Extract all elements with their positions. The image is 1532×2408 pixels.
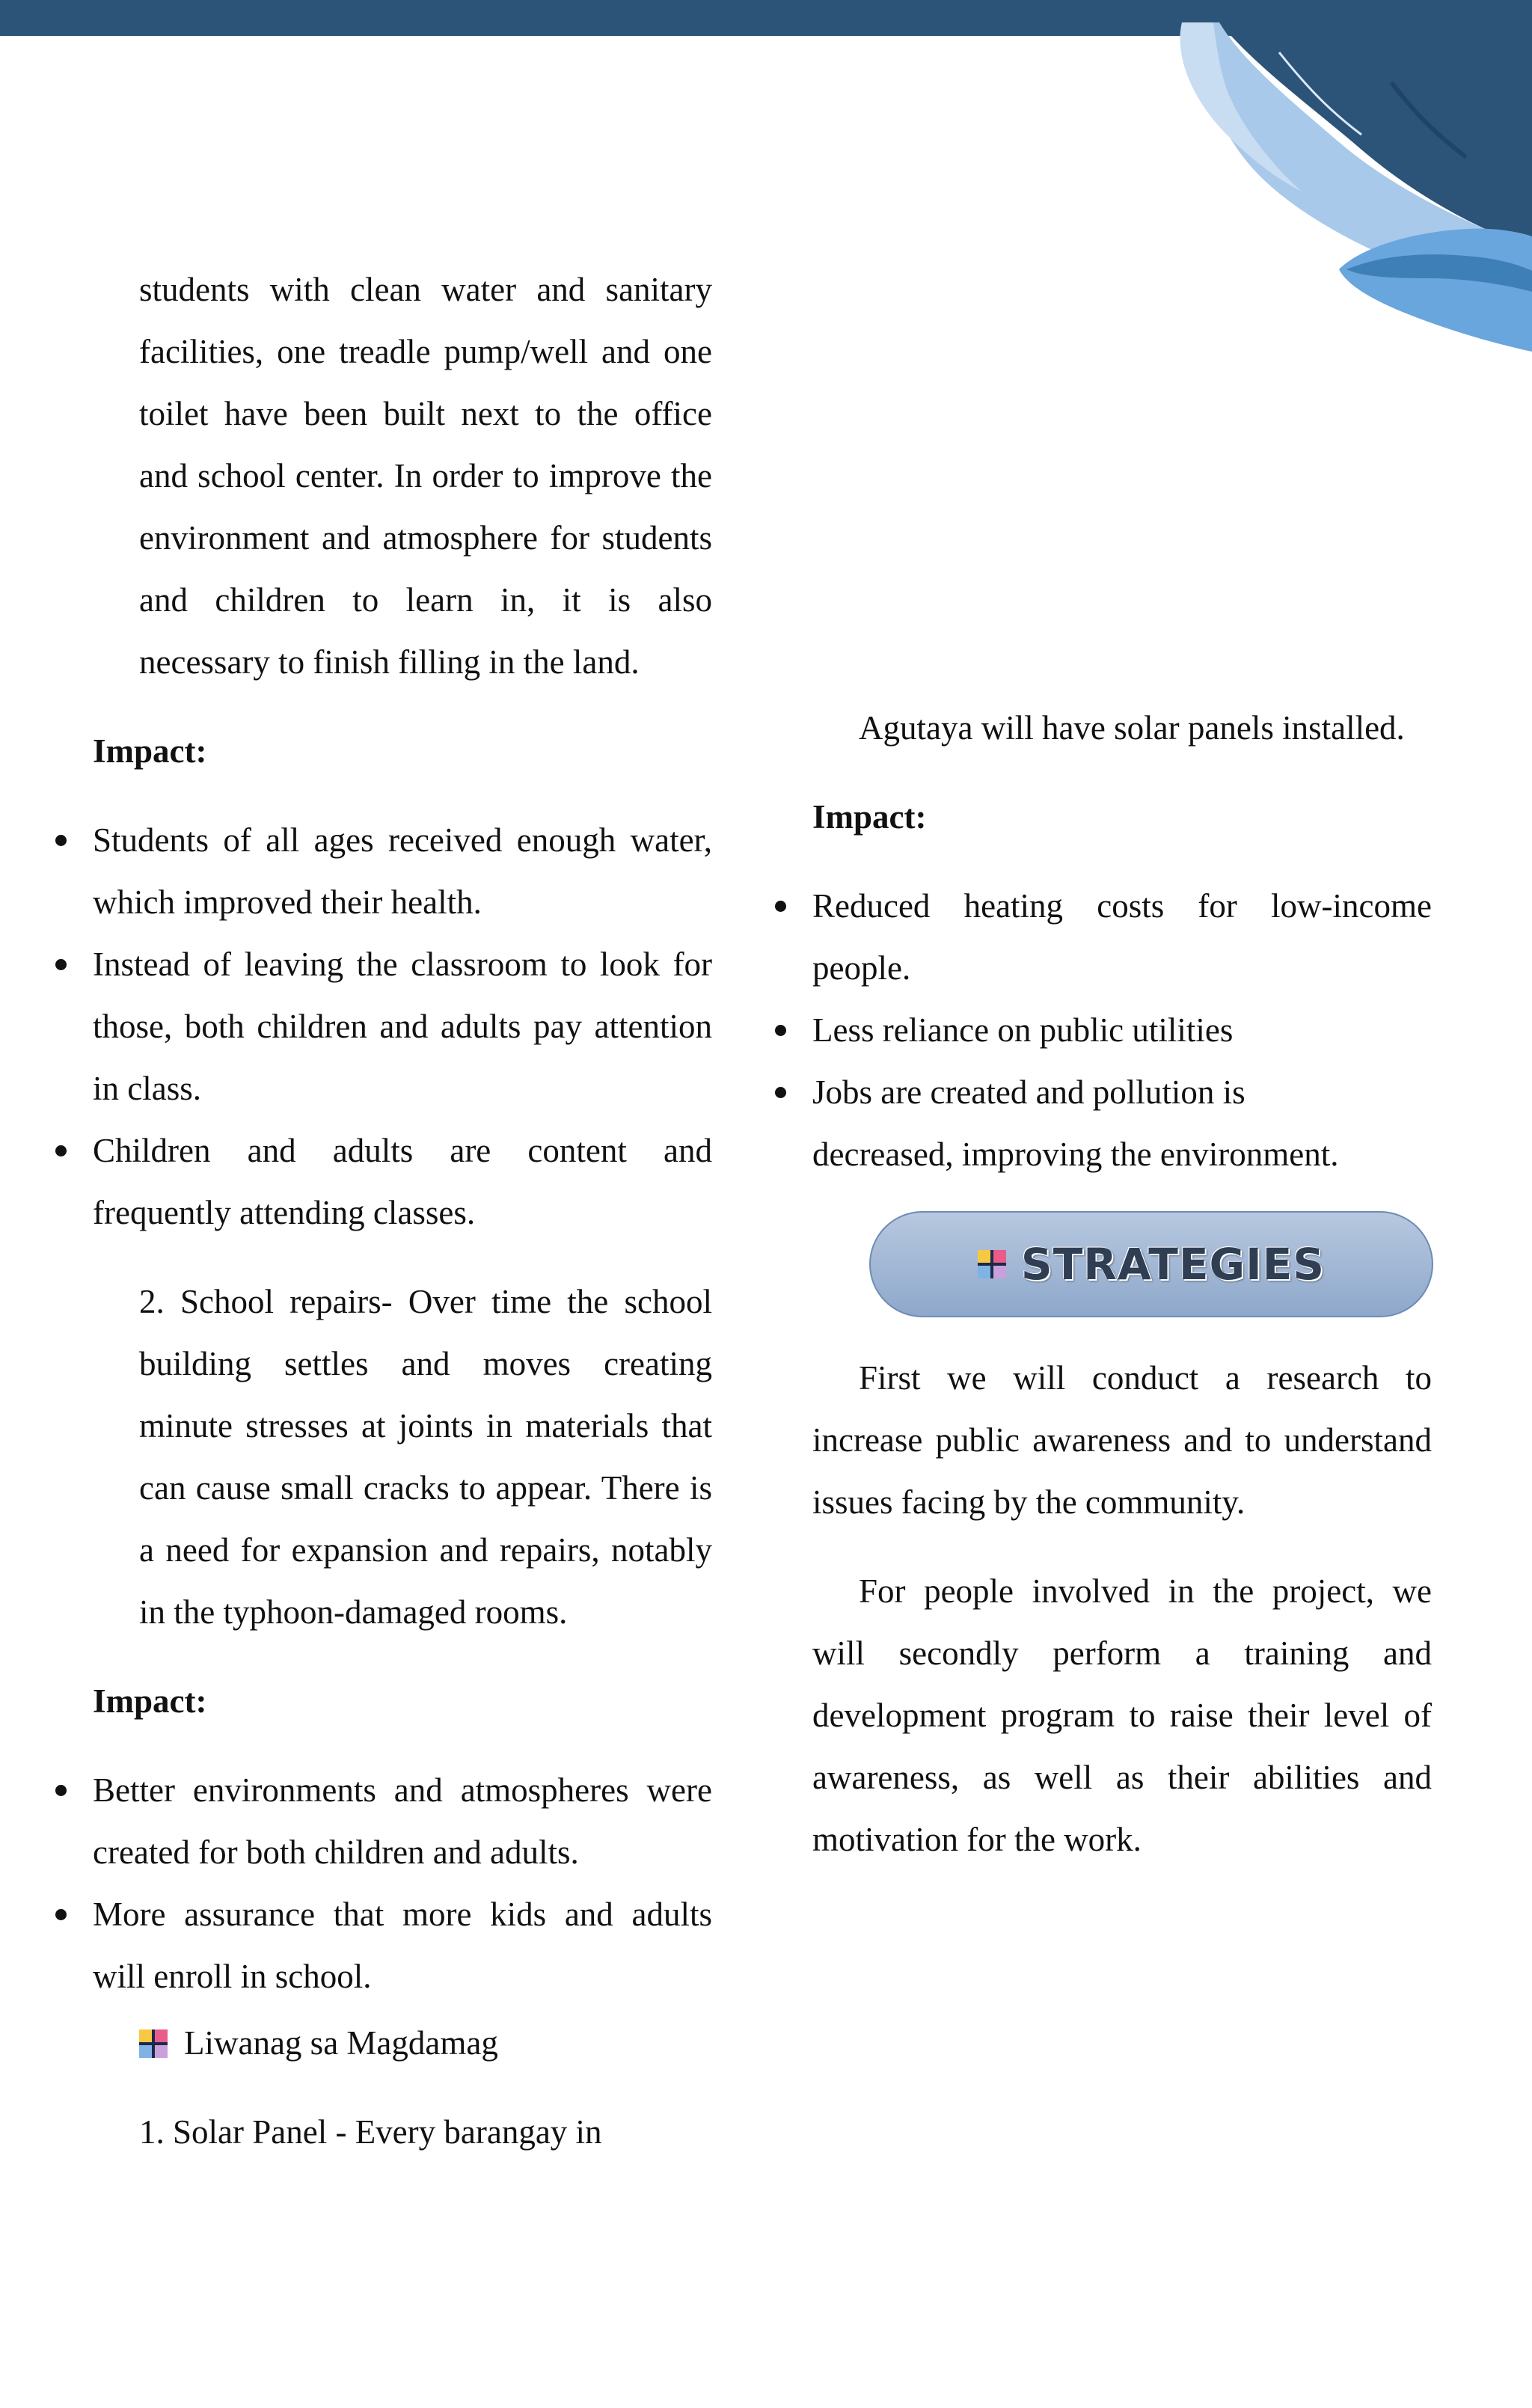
bullet-icon — [55, 1909, 67, 1920]
impact-list — [93, 1759, 712, 2008]
section-marker — [93, 2012, 712, 2074]
paragraph-water-facilities: students with clean water and sanitary facilities, one treadle pump/well and one toilet have been built next to the office and school center. In order to improve the environment and atmosphere for students and children to learn in, it is also necessary to finish filling in the land. — [139, 271, 712, 681]
paragraph-school-repairs: 2. School repairs- Over time the school building settles and moves creating minute stresses at joints in materials that can cause small cracks to appear. There is a need for expansion and repairs, notably in the typhoon-damaged rooms. — [139, 1283, 712, 1631]
list-item: Less reliance on public utilities — [812, 999, 1432, 1061]
paragraph-strategy-research: First we will conduct a research to increase public awareness and to understand issues facing by the community. — [812, 1359, 1432, 1521]
four-squares-cross-icon — [139, 2029, 168, 2058]
paragraph-solar-panel: 1. Solar Panel - Every barangay in — [139, 2113, 602, 2151]
impact-heading: Impact: — [812, 798, 927, 836]
bullet-icon — [775, 901, 786, 912]
impact-heading: Impact: — [93, 1682, 207, 1720]
right-column — [812, 697, 1432, 1871]
strategies-banner — [869, 1211, 1433, 1317]
paragraph-strategy-training: For people involved in the project, we will secondly perform a training and development program to raise their level of awareness, as well as their abilities and motivation for the work. — [812, 1572, 1432, 1858]
paragraph-agutaya: Agutaya will have solar panels installed. — [859, 709, 1405, 747]
bullet-icon — [55, 959, 67, 970]
list-item: Instead of leaving the classroom to look for those, both children and adults pay attention in class. — [93, 934, 712, 1120]
impact-list — [812, 875, 1432, 1186]
list-item: Students of all ages received enough water, which improved their health. — [93, 809, 712, 934]
four-squares-cross-icon — [978, 1250, 1006, 1278]
bullet-icon — [775, 1087, 786, 1098]
corner-brush-decoration — [1167, 22, 1532, 352]
list-item: Children and adults are content and frequently attending classes. — [93, 1120, 712, 1244]
bullet-icon — [55, 1145, 67, 1156]
bullet-icon — [55, 1785, 67, 1796]
bullet-icon — [775, 1025, 786, 1036]
left-column — [93, 259, 712, 2163]
list-item: More assurance that more kids and adults will enroll in school. — [93, 1884, 712, 2008]
impact-list — [93, 809, 712, 1244]
list-item: Better environments and atmospheres were created for both children and adults. — [93, 1759, 712, 1884]
list-item: Reduced heating costs for low-income people. — [812, 875, 1432, 999]
list-item: Jobs are created and pollution is decreased, improving the environment. — [812, 1061, 1432, 1186]
bullet-icon — [55, 835, 67, 846]
impact-heading: Impact: — [93, 732, 207, 770]
strategies-heading: STRATEGIES — [1020, 1238, 1326, 1290]
section-marker-label: Liwanag sa Magdamag — [184, 2024, 498, 2062]
